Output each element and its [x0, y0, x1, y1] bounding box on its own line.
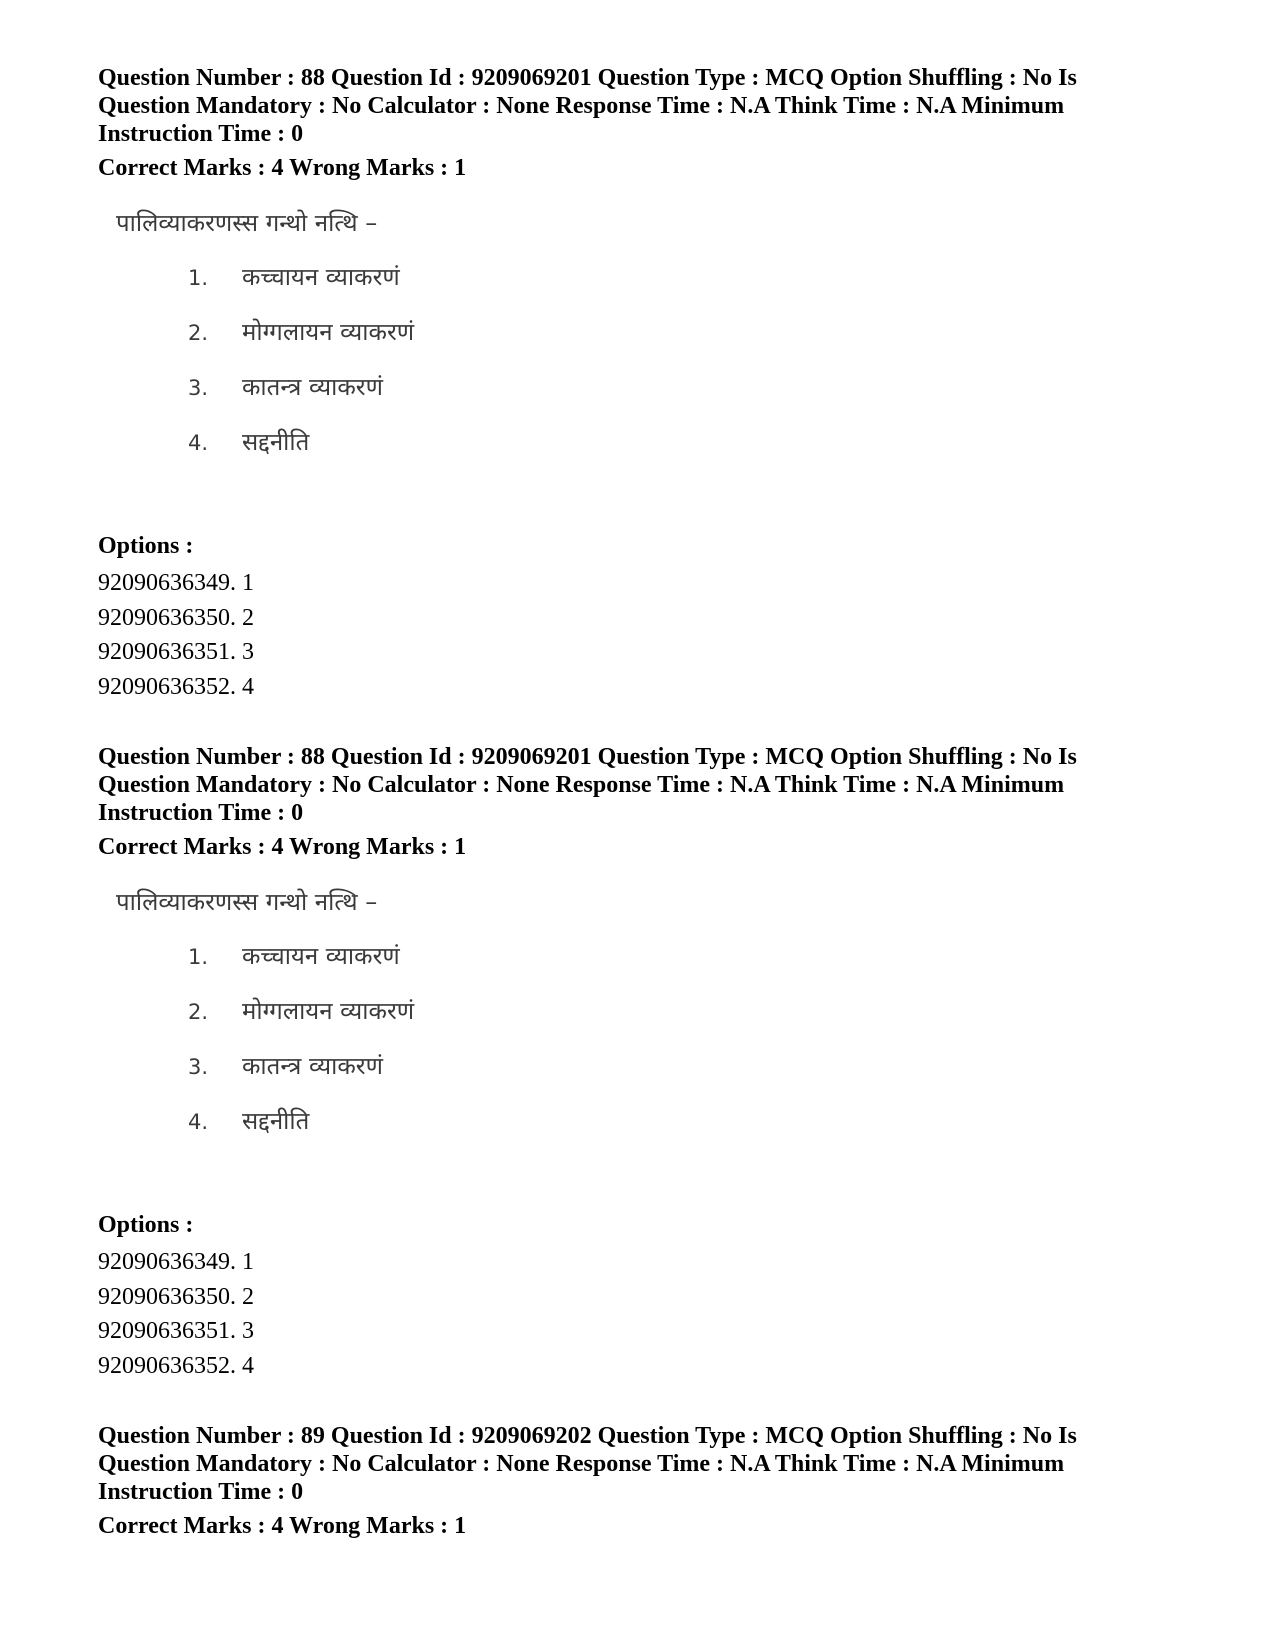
question-meta-line: Question Mandatory : No Calculator : None Response Time : N.A Think Time : N.A Minimum: [98, 772, 1065, 798]
options-section: [98, 532, 1178, 704]
choice-text: कच्चायन व्याकरणं: [242, 263, 400, 291]
choice-item: [188, 425, 1178, 480]
choice-number: 4.: [188, 431, 209, 455]
question-marks: Correct Marks : 4 Wrong Marks : 1: [98, 155, 467, 181]
choice-text: मोग्गलायन व्याकरणं: [242, 318, 415, 346]
option-list: [98, 566, 1178, 704]
question-meta-line: Instruction Time : 0: [98, 800, 304, 826]
options-section: [98, 1211, 1178, 1383]
choice-number: 3.: [188, 376, 209, 400]
choice-list: [188, 260, 1178, 480]
choice-text: कच्चायन व्याकरणं: [242, 942, 400, 970]
option-item: 92090636351. 3: [98, 639, 254, 665]
question-meta-line: Instruction Time : 0: [98, 1479, 304, 1505]
question-meta-line: Question Number : 89 Question Id : 9209069202 Question Type : MCQ Option Shuffling : No Is: [98, 1423, 1077, 1449]
choice-item: [188, 370, 1178, 425]
question-meta-line: Question Mandatory : No Calculator : None Response Time : N.A Think Time : N.A Minimum: [98, 93, 1065, 119]
choice-item: [188, 1049, 1178, 1104]
choice-item: [188, 260, 1178, 315]
question-meta-line: Instruction Time : 0: [98, 121, 304, 147]
question-meta-line: Question Mandatory : No Calculator : None Response Time : N.A Think Time : N.A Minimum: [98, 1451, 1065, 1477]
choice-text: मोग्गलायन व्याकरणं: [242, 997, 415, 1025]
choice-text: कातन्त्र व्याकरणं: [242, 373, 383, 401]
options-label: Options :: [98, 533, 194, 559]
choice-number: 4.: [188, 1110, 209, 1134]
question-meta-line: Question Number : 88 Question Id : 9209069201 Question Type : MCQ Option Shuffling : No Is: [98, 744, 1077, 770]
option-item: 92090636352. 4: [98, 1352, 254, 1379]
choice-number: 1.: [188, 266, 209, 290]
choice-number: 3.: [188, 1055, 209, 1079]
question-marks: Correct Marks : 4 Wrong Marks : 1: [98, 834, 467, 860]
question-block-3: [98, 1422, 1178, 1540]
question-meta-line: Question Number : 88 Question Id : 9209069201 Question Type : MCQ Option Shuffling : No Is: [98, 65, 1077, 91]
question-block-2: [98, 743, 1178, 1383]
option-list: [98, 1245, 1178, 1383]
option-item: 92090636351. 3: [98, 1318, 254, 1344]
choice-item: [188, 1104, 1178, 1159]
choice-number: 2.: [188, 321, 209, 345]
option-item: 92090636349. 1: [98, 1249, 254, 1275]
question-block-1: [98, 64, 1178, 704]
option-item: 92090636349. 1: [98, 570, 254, 596]
choice-list: [188, 939, 1178, 1159]
options-label: Options :: [98, 1212, 194, 1238]
question-marks: Correct Marks : 4 Wrong Marks : 1: [98, 1513, 467, 1539]
question-stem: पालिव्याकरणस्स गन्थो नत्थि –: [116, 888, 378, 916]
choice-text: सद्दनीति: [242, 1107, 310, 1135]
choice-number: 2.: [188, 1000, 209, 1024]
choice-number: 1.: [188, 945, 209, 969]
option-item: 92090636352. 4: [98, 673, 254, 700]
option-item: 92090636350. 2: [98, 1283, 254, 1310]
question-content: [116, 887, 1178, 1159]
option-item: 92090636350. 2: [98, 604, 254, 631]
question-stem: पालिव्याकरणस्स गन्थो नत्थि –: [116, 209, 378, 237]
choice-text: सद्दनीति: [242, 428, 310, 456]
choice-item: [188, 994, 1178, 1049]
choice-text: कातन्त्र व्याकरणं: [242, 1052, 383, 1080]
choice-item: [188, 315, 1178, 370]
question-content: [116, 208, 1178, 480]
choice-item: [188, 939, 1178, 994]
